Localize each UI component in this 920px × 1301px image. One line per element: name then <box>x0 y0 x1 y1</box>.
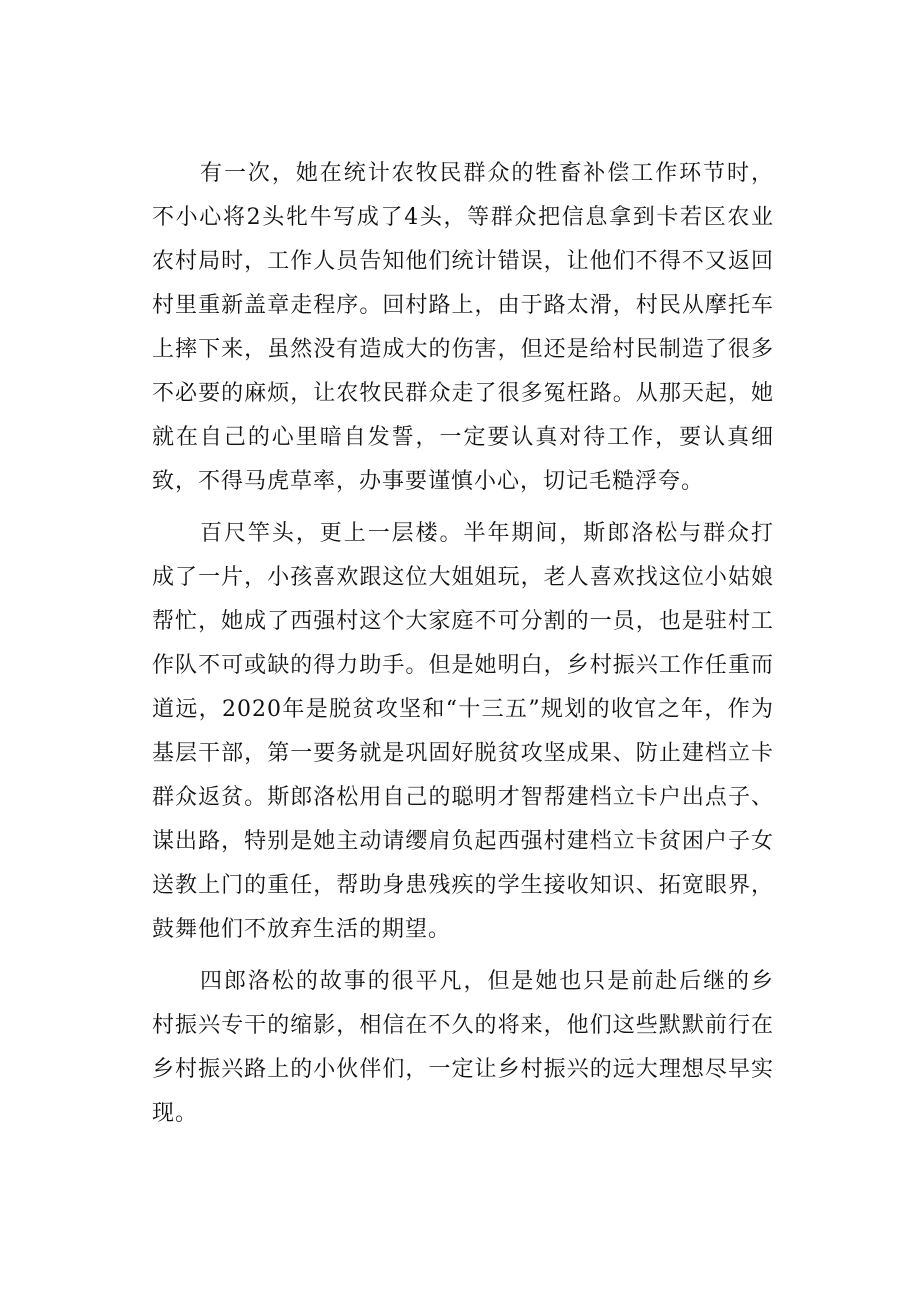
paragraph-1: 有一次，她在统计农牧民群众的牲畜补偿工作环节时，不小心将2头牝牛写成了4头，等群众把信息拿到卡若区农业农村局时，工作人员告知他们统计错误，让他们不得不又返回村里重新盖章走程序。回村路上，由于路太滑，村民从摩托车上摔下来，虽然没有造成大的伤害，但还是给村民制造了很多不必要的麻烦，让农牧民群众走了很多冤枉路。从那天起，她就在自己的心里暗自发誓，一定要认真对待工作，要认真细致，不得马虎草率，办事要谨慎小心，切记毛糙浮夸。 <box>152 161 774 494</box>
document-body <box>152 152 774 1136</box>
paragraph-3: 四郎洛松的故事的很平凡，但是她也只是前赴后继的乡村振兴专干的缩影，相信在不久的将来，他们这些默默前行在乡村振兴路上的小伙伴们，一定让乡村振兴的远大理想尽早实现。 <box>152 969 774 1126</box>
paragraph-2: 百尺竿头，更上一层楼。半年期间，斯郎洛松与群众打成了一片，小孩喜欢跟这位大姐姐玩，老人喜欢找这位小姑娘帮忙，她成了西强村这个大家庭不可分割的一员，也是驻村工作队不可或缺的得力助手。但是她明白，乡村振兴工作任重而道远，2020年是脱贫攻坚和“十三五”规划的收官之年，作为基层干部，第一要务就是巩固好脱贫攻坚成果、防止建档立卡群众返贫。斯郎洛松用自己的聪明才智帮建档立卡户出点子、谋出路，特别是她主动请缨肩负起西强村建档立卡贫困户子女送教上门的重任，帮助身患残疾的学生接收知识、拓宽眼界，鼓舞他们不放弃生活的期望。 <box>152 521 774 942</box>
